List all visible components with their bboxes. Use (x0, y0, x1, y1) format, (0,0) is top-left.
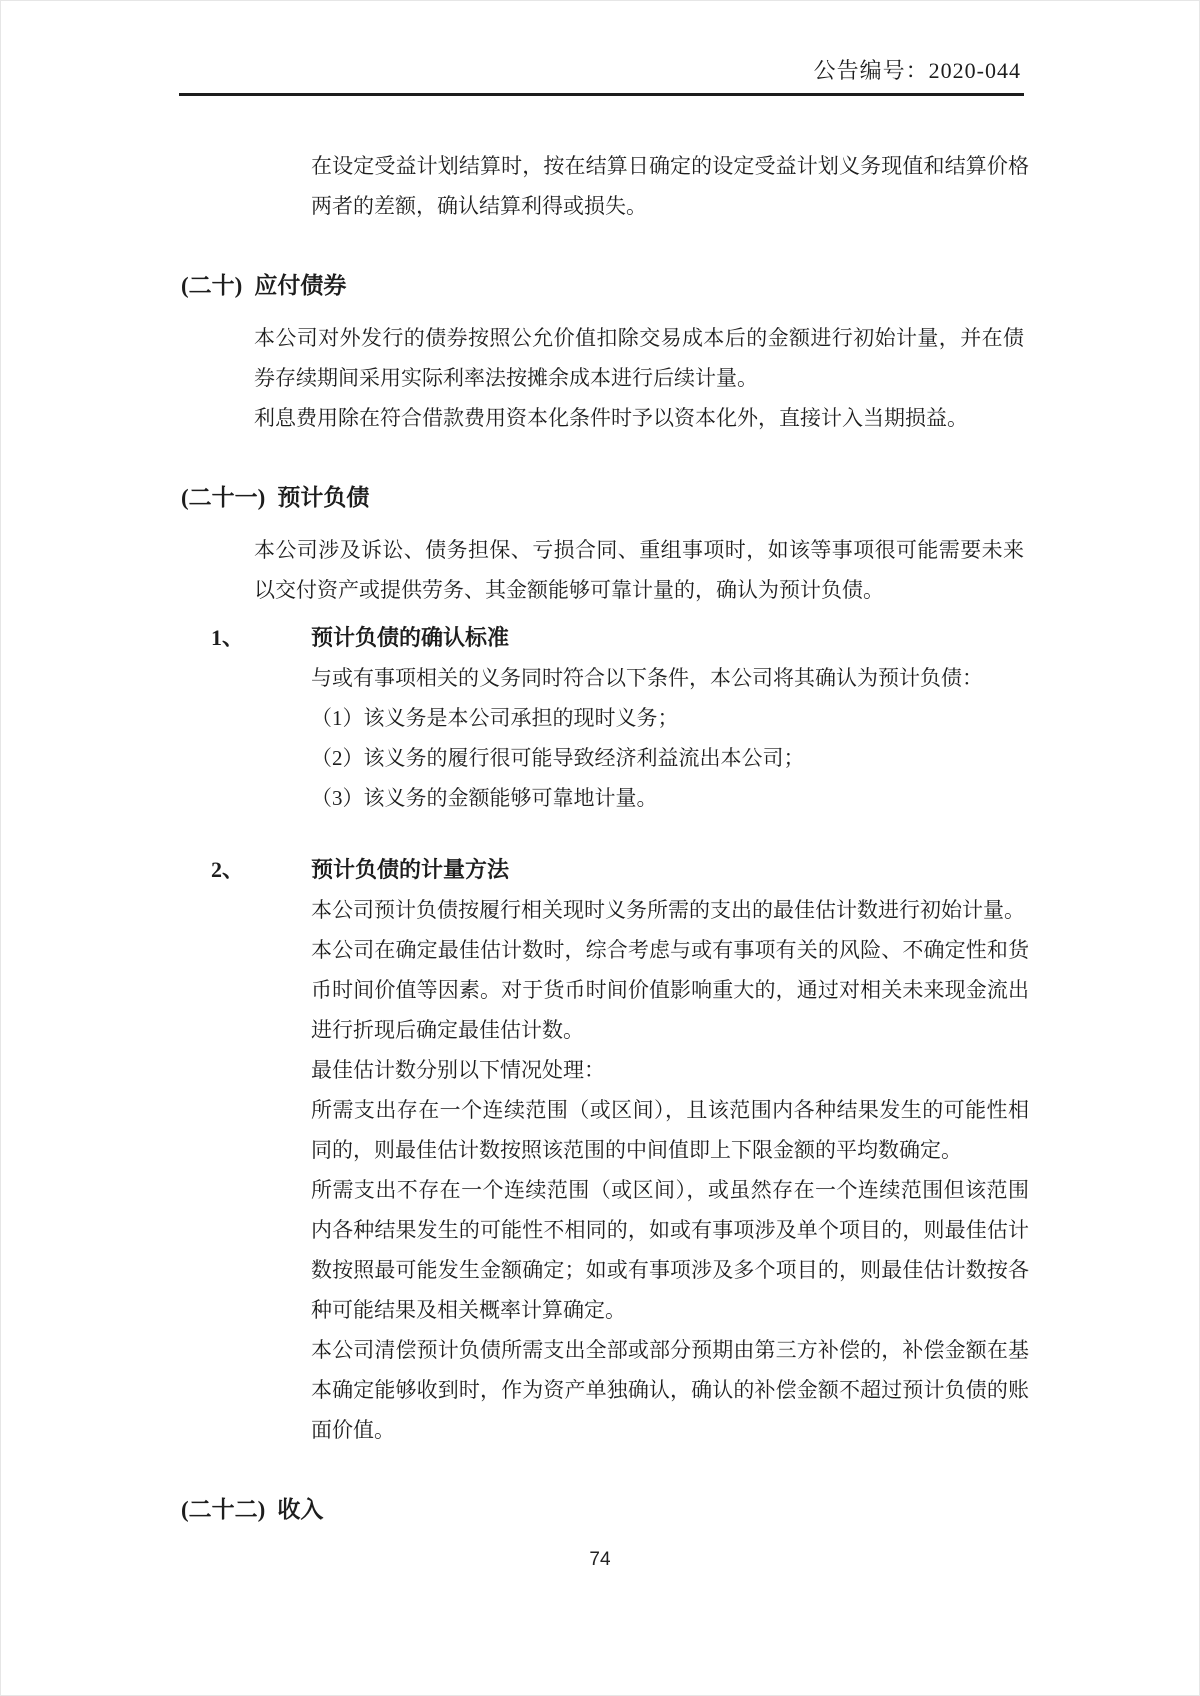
section-22-title: 收入 (277, 1497, 324, 1522)
subsection-2-title: 预计负债的计量方法 (311, 857, 510, 882)
subsection-1-title: 预计负债的确认标准 (311, 625, 510, 650)
subsection-1-item-2: （2）该义务的履行很可能导致经济利益流出本公司； (311, 746, 805, 770)
section-21-heading (181, 478, 1199, 518)
page-footer (1, 1549, 1199, 1571)
section-20-paragraph-2: 利息费用除在符合借款费用资本化条件时予以资本化外，直接计入当期损益。 (254, 406, 968, 430)
page-header (1, 1, 1199, 85)
subsection-1-item-3: （3）该义务的金额能够可靠地计量。 (311, 786, 658, 810)
section-20-title: 应付债券 (254, 273, 347, 298)
subsection-2-paragraph-3: 最佳估计数分别以下情况处理： (311, 1058, 605, 1082)
subsection-1-paragraph-1: 与或有事项相关的义务同时符合以下条件，本公司将其确认为预计负债： (311, 666, 983, 690)
subsection-2-paragraph-6: 本公司清偿预计负债所需支出全部或部分预期由第三方补偿的，补偿金额在基本确定能够收到时，作为资产单独确认，确认的补偿金额不超过预计负债的账面价值。 (311, 1338, 1029, 1442)
subsection-2-paragraph-2: 本公司在确定最佳估计数时，综合考虑与或有事项有关的风险、不确定性和货币时间价值等因素。对于货币时间价值影响重大的，通过对相关未来现金流出进行折现后确定最佳估计数。 (311, 938, 1029, 1042)
subsection-2-paragraph-4: 所需支出存在一个连续范围（或区间），且该范围内各种结果发生的可能性相同的，则最佳估计数按照该范围的中间值即上下限金额的平均数确定。 (311, 1098, 1029, 1162)
paragraph-defined-benefit-settlement: 在设定受益计划结算时，按在结算日确定的设定受益计划义务现值和结算价格两者的差额，确认结算利得或损失。 (311, 154, 1029, 218)
page-number: 74 (589, 1549, 611, 1570)
subsection-1-heading (211, 618, 1199, 658)
section-21-title: 预计负债 (277, 485, 370, 510)
section-20-number: (二十) (181, 273, 243, 298)
header-divider (179, 93, 1024, 96)
subsection-1-item-1: （1）该义务是本公司承担的现时义务； (311, 706, 679, 730)
section-22-number: (二十二) (181, 1497, 266, 1522)
subsection-2-number: 2、 (211, 857, 245, 882)
subsection-2-paragraph-1: 本公司预计负债按履行相关现时义务所需的支出的最佳估计数进行初始计量。 (311, 898, 1025, 922)
subsection-2-heading (211, 850, 1199, 890)
section-21-paragraph-1: 本公司涉及诉讼、债务担保、亏损合同、重组事项时，如该等事项很可能需要未来以交付资产或提供劳务、其金额能够可靠计量的，确认为预计负债。 (254, 538, 1024, 602)
section-20-paragraph-1: 本公司对外发行的债券按照公允价值扣除交易成本后的金额进行初始计量，并在债券存续期间采用实际利率法按摊余成本进行后续计量。 (254, 326, 1024, 390)
section-21-number: (二十一) (181, 485, 266, 510)
section-22-heading (181, 1490, 1199, 1530)
section-20-heading (181, 266, 1199, 306)
subsection-1-number: 1、 (211, 625, 245, 650)
announcement-number: 公告编号：2020-044 (813, 58, 1021, 83)
subsection-2-paragraph-5: 所需支出不存在一个连续范围（或区间），或虽然存在一个连续范围但该范围内各种结果发生的可能性不相同的，如或有事项涉及单个项目的，则最佳估计数按照最可能发生金额确定；如或有事项涉及多个项目的，则最佳估计数按各种可能结果及相关概率计算确定。 (311, 1178, 1029, 1322)
